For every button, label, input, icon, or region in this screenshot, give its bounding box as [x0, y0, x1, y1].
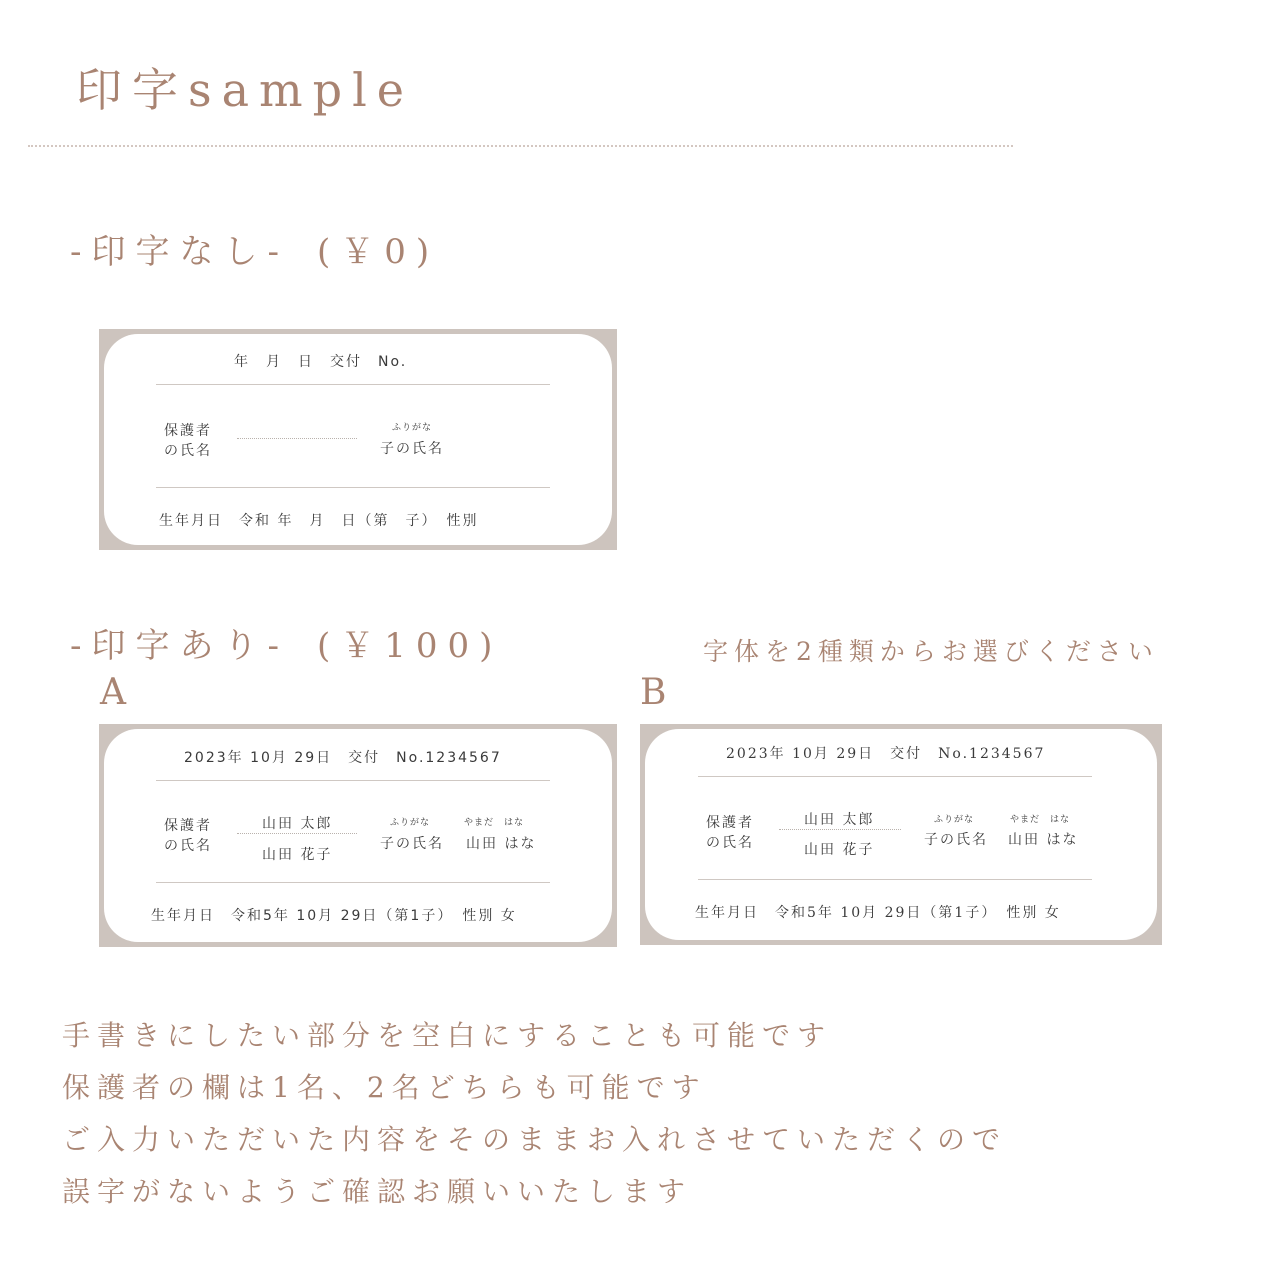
- birth-row: 生年月日 令和 年 月 日（第 子） 性別: [159, 513, 479, 529]
- card-line: [698, 879, 1092, 880]
- birth-row: 生年月日 令和5年 10月 29日（第1子） 性別 女: [151, 908, 517, 924]
- filled-card-b-inner: [645, 729, 1157, 940]
- birth-row: 生年月日 令和5年 10月 29日（第1子） 性別 女: [695, 905, 1061, 921]
- section-print-label: -印字あり-: [70, 626, 289, 666]
- guardian-label-2: の氏名: [706, 835, 754, 851]
- child-label: 子の氏名: [924, 832, 988, 848]
- child-label: 子の氏名: [380, 836, 444, 852]
- section-no-print: [70, 224, 439, 273]
- card-line: [156, 384, 550, 385]
- card-line: [698, 776, 1092, 777]
- choose-font-note: 字体を2種類からお選びください: [703, 637, 1159, 666]
- filled-card-a-inner: [104, 729, 612, 942]
- card-line: [156, 487, 550, 488]
- blank-card: [99, 329, 617, 550]
- section-print: [70, 618, 502, 667]
- guardian-label-2: の氏名: [164, 838, 212, 854]
- guardian-dotted-line: [779, 829, 901, 830]
- guardian-name-1: 山田 太郎: [262, 816, 333, 832]
- page-title: 印字sample: [76, 63, 415, 117]
- guardian-dotted-line: [237, 833, 357, 834]
- child-name: 山田 はな: [466, 836, 537, 852]
- guardian-name-2: 山田 花子: [262, 847, 333, 863]
- card-header: 2023年 10月 29日 交付 No.1234567: [184, 750, 502, 766]
- guardian-label-1: 保護者: [706, 815, 754, 831]
- guardian-label-1: 保護者: [164, 818, 212, 834]
- child-label: 子の氏名: [380, 441, 444, 457]
- note-line: 誤字がないようご確認お願いいたします: [62, 1175, 693, 1208]
- note-line: ご入力いただいた内容をそのままお入れさせていただくので: [62, 1123, 1008, 1156]
- child-furigana: やまだ はな: [464, 818, 525, 828]
- guardian-name-1: 山田 太郎: [804, 812, 875, 828]
- guardian-dotted-line: [237, 438, 357, 439]
- note-line: 保護者の欄は1名、2名どちらも可能です: [62, 1071, 707, 1104]
- furigana-label: ふりがな: [934, 815, 975, 825]
- furigana-label: ふりがな: [390, 818, 431, 828]
- guardian-label-1: 保護者: [164, 423, 212, 439]
- section-print-price: (￥100): [316, 626, 503, 666]
- child-furigana: やまだ はな: [1010, 815, 1071, 825]
- card-header: 年 月 日 交付 No.: [234, 354, 408, 370]
- furigana-label: ふりがな: [392, 423, 433, 433]
- card-line: [156, 780, 550, 781]
- filled-card-a: [99, 724, 617, 947]
- section-no-print-label: -印字なし-: [70, 232, 289, 272]
- guardian-name-2: 山田 花子: [804, 842, 875, 858]
- variant-a-label: A: [100, 672, 126, 713]
- note-line: 手書きにしたい部分を空白にすることも可能です: [62, 1019, 833, 1052]
- child-name: 山田 はな: [1008, 832, 1079, 848]
- section-no-print-price: (￥0): [316, 232, 440, 272]
- dotted-divider: [28, 145, 1013, 147]
- notes-block: [62, 1010, 1007, 1218]
- blank-card-inner: [104, 334, 612, 545]
- guardian-label-2: の氏名: [164, 443, 212, 459]
- card-line: [156, 882, 550, 883]
- variant-b-label: B: [640, 672, 667, 713]
- card-header: 2023年 10月 29日 交付 No.1234567: [726, 746, 1046, 762]
- filled-card-b: [640, 724, 1162, 945]
